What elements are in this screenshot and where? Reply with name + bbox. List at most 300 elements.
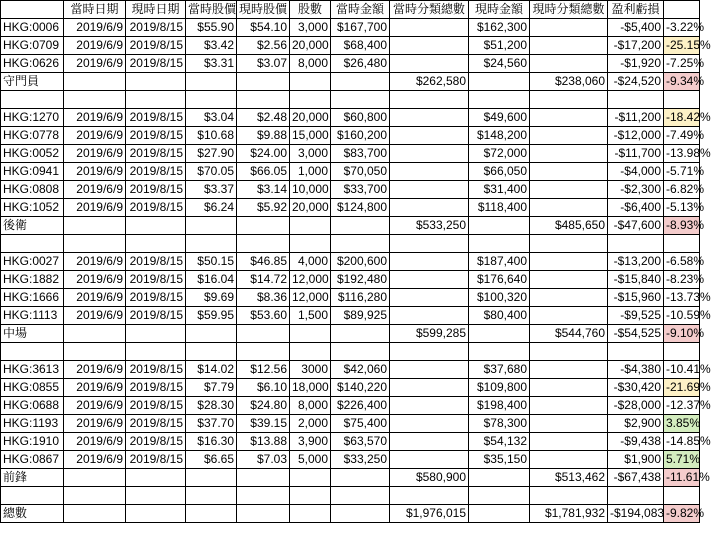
profit-loss-cell[interactable] [608, 235, 664, 253]
stock-code-cell[interactable]: HKG:0006 [1, 19, 64, 37]
profit-loss-cell[interactable]: -$5,400 [608, 19, 664, 37]
stock-code-cell[interactable]: HKG:0027 [1, 253, 64, 271]
current-category-total-cell[interactable] [530, 451, 608, 469]
buy-price-cell[interactable] [186, 217, 237, 235]
buy-price-cell[interactable]: $3.04 [186, 109, 237, 127]
buy-price-cell[interactable] [186, 505, 237, 523]
current-date-cell[interactable]: 2019/8/15 [126, 127, 186, 145]
profit-loss-cell[interactable]: -$47,600 [608, 217, 664, 235]
stock-code-cell[interactable]: 守門員 [1, 73, 64, 91]
buy-category-total-cell[interactable] [390, 127, 469, 145]
current-amount-cell[interactable]: $78,300 [469, 415, 530, 433]
percent-change-cell[interactable] [664, 343, 700, 361]
current-amount-cell[interactable]: $66,050 [469, 163, 530, 181]
buy-date-cell[interactable]: 當時日期 [64, 1, 126, 19]
buy-price-cell[interactable]: $14.02 [186, 361, 237, 379]
buy-date-cell[interactable] [64, 325, 126, 343]
current-category-total-cell[interactable] [530, 145, 608, 163]
current-date-cell[interactable] [126, 487, 186, 505]
buy-date-cell[interactable]: 2019/6/9 [64, 289, 126, 307]
current-price-cell[interactable]: $8.36 [237, 289, 290, 307]
buy-amount-cell[interactable] [331, 343, 390, 361]
profit-loss-cell[interactable]: -$4,000 [608, 163, 664, 181]
shares-cell[interactable] [290, 73, 331, 91]
buy-amount-cell[interactable]: $140,220 [331, 379, 390, 397]
buy-amount-cell[interactable] [331, 235, 390, 253]
buy-amount-cell[interactable]: $200,600 [331, 253, 390, 271]
current-category-total-cell[interactable]: $485,650 [530, 217, 608, 235]
profit-loss-cell[interactable]: -$1,920 [608, 55, 664, 73]
buy-amount-cell[interactable]: $192,480 [331, 271, 390, 289]
current-category-total-cell[interactable] [530, 361, 608, 379]
buy-amount-cell[interactable] [331, 91, 390, 109]
buy-price-cell[interactable]: $10.68 [186, 127, 237, 145]
current-price-cell[interactable] [237, 73, 290, 91]
profit-loss-cell[interactable]: -$11,700 [608, 145, 664, 163]
current-amount-cell[interactable]: 現時金額 [469, 1, 530, 19]
current-category-total-cell[interactable] [530, 289, 608, 307]
current-date-cell[interactable]: 2019/8/15 [126, 163, 186, 181]
current-date-cell[interactable]: 2019/8/15 [126, 397, 186, 415]
buy-amount-cell[interactable]: $160,200 [331, 127, 390, 145]
buy-amount-cell[interactable]: $89,925 [331, 307, 390, 325]
buy-amount-cell[interactable] [331, 505, 390, 523]
buy-price-cell[interactable]: $50.15 [186, 253, 237, 271]
percent-change-cell[interactable]: -9.34% [664, 73, 700, 91]
stock-code-cell[interactable]: HKG:1193 [1, 415, 64, 433]
buy-date-cell[interactable]: 2019/6/9 [64, 37, 126, 55]
buy-amount-cell[interactable]: $83,700 [331, 145, 390, 163]
stock-code-cell[interactable] [1, 1, 64, 19]
percent-change-cell[interactable]: -13.98% [664, 145, 700, 163]
current-price-cell[interactable] [237, 343, 290, 361]
stock-code-cell[interactable]: 總數 [1, 505, 64, 523]
buy-amount-cell[interactable]: $226,400 [331, 397, 390, 415]
buy-category-total-cell[interactable] [390, 19, 469, 37]
current-amount-cell[interactable] [469, 73, 530, 91]
current-category-total-cell[interactable] [530, 487, 608, 505]
buy-category-total-cell[interactable] [390, 253, 469, 271]
shares-cell[interactable]: 3,000 [290, 19, 331, 37]
shares-cell[interactable]: 4,000 [290, 253, 331, 271]
current-category-total-cell[interactable] [530, 163, 608, 181]
stock-code-cell[interactable]: HKG:0709 [1, 37, 64, 55]
current-amount-cell[interactable]: $31,400 [469, 181, 530, 199]
stock-code-cell[interactable] [1, 235, 64, 253]
current-date-cell[interactable]: 現時日期 [126, 1, 186, 19]
profit-loss-cell[interactable]: -$9,525 [608, 307, 664, 325]
percent-change-cell[interactable]: -7.25% [664, 55, 700, 73]
current-amount-cell[interactable]: $109,800 [469, 379, 530, 397]
buy-date-cell[interactable] [64, 469, 126, 487]
buy-date-cell[interactable]: 2019/6/9 [64, 55, 126, 73]
buy-date-cell[interactable]: 2019/6/9 [64, 109, 126, 127]
current-price-cell[interactable]: $9.88 [237, 127, 290, 145]
current-price-cell[interactable]: $3.07 [237, 55, 290, 73]
current-category-total-cell[interactable]: $238,060 [530, 73, 608, 91]
shares-cell[interactable]: 1,000 [290, 163, 331, 181]
stock-code-cell[interactable]: 前鋒 [1, 469, 64, 487]
buy-price-cell[interactable]: $3.31 [186, 55, 237, 73]
profit-loss-cell[interactable] [608, 487, 664, 505]
buy-category-total-cell[interactable] [390, 379, 469, 397]
buy-date-cell[interactable]: 2019/6/9 [64, 145, 126, 163]
buy-category-total-cell[interactable] [390, 343, 469, 361]
buy-price-cell[interactable]: $27.90 [186, 145, 237, 163]
stock-code-cell[interactable] [1, 343, 64, 361]
profit-loss-cell[interactable]: -$13,200 [608, 253, 664, 271]
percent-change-cell[interactable]: -18.42% [664, 109, 700, 127]
buy-price-cell[interactable]: $16.30 [186, 433, 237, 451]
stock-code-cell[interactable]: HKG:0941 [1, 163, 64, 181]
current-price-cell[interactable] [237, 235, 290, 253]
buy-amount-cell[interactable]: $26,480 [331, 55, 390, 73]
buy-date-cell[interactable]: 2019/6/9 [64, 19, 126, 37]
buy-date-cell[interactable]: 2019/6/9 [64, 433, 126, 451]
profit-loss-cell[interactable]: -$11,200 [608, 109, 664, 127]
current-amount-cell[interactable] [469, 343, 530, 361]
current-date-cell[interactable]: 2019/8/15 [126, 415, 186, 433]
current-category-total-cell[interactable] [530, 91, 608, 109]
buy-amount-cell[interactable]: $124,800 [331, 199, 390, 217]
current-price-cell[interactable]: $53.60 [237, 307, 290, 325]
profit-loss-cell[interactable] [608, 343, 664, 361]
current-amount-cell[interactable]: $148,200 [469, 127, 530, 145]
buy-amount-cell[interactable] [331, 325, 390, 343]
buy-category-total-cell[interactable] [390, 307, 469, 325]
shares-cell[interactable] [290, 217, 331, 235]
current-price-cell[interactable] [237, 505, 290, 523]
buy-category-total-cell[interactable] [390, 37, 469, 55]
shares-cell[interactable]: 3000 [290, 361, 331, 379]
buy-date-cell[interactable] [64, 73, 126, 91]
current-price-cell[interactable]: $12.56 [237, 361, 290, 379]
shares-cell[interactable]: 18,000 [290, 379, 331, 397]
current-amount-cell[interactable] [469, 217, 530, 235]
current-category-total-cell[interactable] [530, 19, 608, 37]
current-price-cell[interactable] [237, 91, 290, 109]
profit-loss-cell[interactable]: -$67,438 [608, 469, 664, 487]
shares-cell[interactable]: 1,500 [290, 307, 331, 325]
buy-price-cell[interactable] [186, 487, 237, 505]
percent-change-cell[interactable]: -5.71% [664, 163, 700, 181]
buy-price-cell[interactable]: $37.70 [186, 415, 237, 433]
current-amount-cell[interactable]: $35,150 [469, 451, 530, 469]
current-amount-cell[interactable]: $176,640 [469, 271, 530, 289]
buy-amount-cell[interactable]: $68,400 [331, 37, 390, 55]
stock-code-cell[interactable]: HKG:1910 [1, 433, 64, 451]
profit-loss-cell[interactable]: $1,900 [608, 451, 664, 469]
profit-loss-cell[interactable] [608, 91, 664, 109]
buy-category-total-cell[interactable] [390, 181, 469, 199]
shares-cell[interactable]: 12,000 [290, 271, 331, 289]
shares-cell[interactable]: 股數 [290, 1, 331, 19]
percent-change-cell[interactable] [664, 91, 700, 109]
stock-code-cell[interactable]: HKG:0052 [1, 145, 64, 163]
buy-category-total-cell[interactable] [390, 271, 469, 289]
buy-price-cell[interactable]: $7.79 [186, 379, 237, 397]
current-price-cell[interactable]: 現時股價 [237, 1, 290, 19]
buy-price-cell[interactable]: $9.69 [186, 289, 237, 307]
shares-cell[interactable] [290, 487, 331, 505]
buy-category-total-cell[interactable] [390, 91, 469, 109]
percent-change-cell[interactable] [664, 1, 700, 19]
buy-amount-cell[interactable]: $33,250 [331, 451, 390, 469]
current-price-cell[interactable]: $3.14 [237, 181, 290, 199]
shares-cell[interactable]: 8,000 [290, 397, 331, 415]
shares-cell[interactable] [290, 505, 331, 523]
stock-code-cell[interactable]: HKG:0626 [1, 55, 64, 73]
percent-change-cell[interactable]: -21.69% [664, 379, 700, 397]
buy-category-total-cell[interactable]: $262,580 [390, 73, 469, 91]
stock-code-cell[interactable]: HKG:1666 [1, 289, 64, 307]
current-category-total-cell[interactable] [530, 343, 608, 361]
buy-price-cell[interactable]: 當時股價 [186, 1, 237, 19]
current-price-cell[interactable] [237, 487, 290, 505]
buy-price-cell[interactable]: $3.37 [186, 181, 237, 199]
profit-loss-cell[interactable]: -$15,960 [608, 289, 664, 307]
buy-date-cell[interactable]: 2019/6/9 [64, 379, 126, 397]
buy-price-cell[interactable]: $6.65 [186, 451, 237, 469]
stock-code-cell[interactable] [1, 487, 64, 505]
buy-amount-cell[interactable]: $63,570 [331, 433, 390, 451]
buy-amount-cell[interactable] [331, 487, 390, 505]
shares-cell[interactable]: 2,000 [290, 415, 331, 433]
current-category-total-cell[interactable] [530, 433, 608, 451]
percent-change-cell[interactable]: -6.82% [664, 181, 700, 199]
profit-loss-cell[interactable]: -$17,200 [608, 37, 664, 55]
stock-code-cell[interactable]: HKG:0855 [1, 379, 64, 397]
current-date-cell[interactable]: 2019/8/15 [126, 361, 186, 379]
current-date-cell[interactable]: 2019/8/15 [126, 199, 186, 217]
percent-change-cell[interactable]: -11.61% [664, 469, 700, 487]
buy-date-cell[interactable]: 2019/6/9 [64, 199, 126, 217]
percent-change-cell[interactable]: -8.93% [664, 217, 700, 235]
buy-amount-cell[interactable] [331, 73, 390, 91]
current-category-total-cell[interactable] [530, 235, 608, 253]
buy-category-total-cell[interactable] [390, 109, 469, 127]
current-price-cell[interactable]: $6.10 [237, 379, 290, 397]
buy-category-total-cell[interactable] [390, 55, 469, 73]
buy-price-cell[interactable] [186, 73, 237, 91]
percent-change-cell[interactable]: -12.37% [664, 397, 700, 415]
current-category-total-cell[interactable]: $513,462 [530, 469, 608, 487]
current-date-cell[interactable] [126, 235, 186, 253]
current-amount-cell[interactable] [469, 91, 530, 109]
buy-date-cell[interactable] [64, 235, 126, 253]
percent-change-cell[interactable]: -25.15% [664, 37, 700, 55]
buy-price-cell[interactable] [186, 325, 237, 343]
current-category-total-cell[interactable]: $1,781,932 [530, 505, 608, 523]
buy-amount-cell[interactable]: $60,800 [331, 109, 390, 127]
shares-cell[interactable]: 3,000 [290, 145, 331, 163]
profit-loss-cell[interactable]: -$15,840 [608, 271, 664, 289]
stock-code-cell[interactable]: HKG:0808 [1, 181, 64, 199]
buy-price-cell[interactable] [186, 91, 237, 109]
buy-category-total-cell[interactable]: $533,250 [390, 217, 469, 235]
shares-cell[interactable]: 8,000 [290, 55, 331, 73]
current-price-cell[interactable]: $7.03 [237, 451, 290, 469]
shares-cell[interactable]: 3,900 [290, 433, 331, 451]
current-price-cell[interactable]: $24.80 [237, 397, 290, 415]
buy-date-cell[interactable]: 2019/6/9 [64, 163, 126, 181]
current-price-cell[interactable]: $39.15 [237, 415, 290, 433]
current-amount-cell[interactable]: $49,600 [469, 109, 530, 127]
buy-category-total-cell[interactable] [390, 361, 469, 379]
current-amount-cell[interactable]: $118,400 [469, 199, 530, 217]
shares-cell[interactable]: 10,000 [290, 181, 331, 199]
current-category-total-cell[interactable] [530, 379, 608, 397]
buy-date-cell[interactable]: 2019/6/9 [64, 253, 126, 271]
current-date-cell[interactable]: 2019/8/15 [126, 289, 186, 307]
percent-change-cell[interactable]: -5.13% [664, 199, 700, 217]
profit-loss-cell[interactable]: -$194,083 [608, 505, 664, 523]
current-category-total-cell[interactable] [530, 253, 608, 271]
current-price-cell[interactable]: $54.10 [237, 19, 290, 37]
percent-change-cell[interactable]: -13.73% [664, 289, 700, 307]
percent-change-cell[interactable] [664, 487, 700, 505]
buy-amount-cell[interactable]: $33,700 [331, 181, 390, 199]
current-date-cell[interactable]: 2019/8/15 [126, 271, 186, 289]
current-date-cell[interactable]: 2019/8/15 [126, 145, 186, 163]
stock-code-cell[interactable]: HKG:3613 [1, 361, 64, 379]
buy-date-cell[interactable] [64, 343, 126, 361]
profit-loss-cell[interactable]: -$9,438 [608, 433, 664, 451]
shares-cell[interactable] [290, 91, 331, 109]
percent-change-cell[interactable]: -14.85% [664, 433, 700, 451]
buy-price-cell[interactable]: $59.95 [186, 307, 237, 325]
buy-amount-cell[interactable] [331, 469, 390, 487]
stock-code-cell[interactable]: 中場 [1, 325, 64, 343]
current-price-cell[interactable]: $13.88 [237, 433, 290, 451]
buy-price-cell[interactable] [186, 235, 237, 253]
stock-code-cell[interactable]: HKG:1882 [1, 271, 64, 289]
current-price-cell[interactable]: $24.00 [237, 145, 290, 163]
shares-cell[interactable]: 20,000 [290, 37, 331, 55]
percent-change-cell[interactable]: -8.23% [664, 271, 700, 289]
current-amount-cell[interactable]: $162,300 [469, 19, 530, 37]
current-date-cell[interactable]: 2019/8/15 [126, 109, 186, 127]
percent-change-cell[interactable]: -10.41% [664, 361, 700, 379]
buy-category-total-cell[interactable]: 當時分類總數 [390, 1, 469, 19]
buy-date-cell[interactable]: 2019/6/9 [64, 271, 126, 289]
current-date-cell[interactable]: 2019/8/15 [126, 37, 186, 55]
current-amount-cell[interactable] [469, 235, 530, 253]
current-date-cell[interactable]: 2019/8/15 [126, 307, 186, 325]
buy-date-cell[interactable] [64, 217, 126, 235]
buy-amount-cell[interactable]: $116,280 [331, 289, 390, 307]
profit-loss-cell[interactable]: -$12,000 [608, 127, 664, 145]
percent-change-cell[interactable]: -9.10% [664, 325, 700, 343]
current-date-cell[interactable]: 2019/8/15 [126, 433, 186, 451]
current-category-total-cell[interactable] [530, 307, 608, 325]
profit-loss-cell[interactable]: -$6,400 [608, 199, 664, 217]
percent-change-cell[interactable]: -3.22% [664, 19, 700, 37]
buy-category-total-cell[interactable] [390, 397, 469, 415]
buy-price-cell[interactable] [186, 469, 237, 487]
buy-amount-cell[interactable]: $70,050 [331, 163, 390, 181]
buy-date-cell[interactable]: 2019/6/9 [64, 181, 126, 199]
buy-category-total-cell[interactable] [390, 145, 469, 163]
percent-change-cell[interactable]: -6.58% [664, 253, 700, 271]
current-price-cell[interactable] [237, 469, 290, 487]
percent-change-cell[interactable]: -7.49% [664, 127, 700, 145]
profit-loss-cell[interactable]: -$54,525 [608, 325, 664, 343]
buy-price-cell[interactable] [186, 343, 237, 361]
current-amount-cell[interactable]: $24,560 [469, 55, 530, 73]
buy-date-cell[interactable]: 2019/6/9 [64, 307, 126, 325]
current-price-cell[interactable]: $2.48 [237, 109, 290, 127]
current-date-cell[interactable] [126, 217, 186, 235]
current-category-total-cell[interactable]: 現時分類總數 [530, 1, 608, 19]
buy-category-total-cell[interactable] [390, 451, 469, 469]
current-amount-cell[interactable]: $100,320 [469, 289, 530, 307]
current-price-cell[interactable]: $14.72 [237, 271, 290, 289]
current-category-total-cell[interactable] [530, 55, 608, 73]
buy-amount-cell[interactable]: $167,700 [331, 19, 390, 37]
current-price-cell[interactable]: $46.85 [237, 253, 290, 271]
current-date-cell[interactable]: 2019/8/15 [126, 19, 186, 37]
shares-cell[interactable]: 15,000 [290, 127, 331, 145]
current-category-total-cell[interactable] [530, 271, 608, 289]
current-price-cell[interactable]: $5.92 [237, 199, 290, 217]
buy-amount-cell[interactable]: 當時金額 [331, 1, 390, 19]
stock-code-cell[interactable]: HKG:1270 [1, 109, 64, 127]
stock-code-cell[interactable]: HKG:0778 [1, 127, 64, 145]
buy-date-cell[interactable]: 2019/6/9 [64, 397, 126, 415]
buy-category-total-cell[interactable] [390, 235, 469, 253]
current-amount-cell[interactable]: $80,400 [469, 307, 530, 325]
buy-category-total-cell[interactable] [390, 415, 469, 433]
buy-price-cell[interactable]: $3.42 [186, 37, 237, 55]
buy-price-cell[interactable]: $6.24 [186, 199, 237, 217]
current-price-cell[interactable] [237, 325, 290, 343]
percent-change-cell[interactable] [664, 235, 700, 253]
buy-category-total-cell[interactable]: $580,900 [390, 469, 469, 487]
current-date-cell[interactable] [126, 91, 186, 109]
buy-date-cell[interactable] [64, 91, 126, 109]
current-category-total-cell[interactable] [530, 109, 608, 127]
shares-cell[interactable]: 20,000 [290, 109, 331, 127]
buy-category-total-cell[interactable] [390, 199, 469, 217]
buy-category-total-cell[interactable]: $599,285 [390, 325, 469, 343]
buy-price-cell[interactable]: $28.30 [186, 397, 237, 415]
buy-amount-cell[interactable]: $42,060 [331, 361, 390, 379]
buy-date-cell[interactable]: 2019/6/9 [64, 415, 126, 433]
current-price-cell[interactable] [237, 217, 290, 235]
current-date-cell[interactable]: 2019/8/15 [126, 55, 186, 73]
current-date-cell[interactable] [126, 469, 186, 487]
current-category-total-cell[interactable]: $544,760 [530, 325, 608, 343]
profit-loss-cell[interactable]: -$2,300 [608, 181, 664, 199]
stock-code-cell[interactable]: 後衛 [1, 217, 64, 235]
current-amount-cell[interactable] [469, 487, 530, 505]
buy-date-cell[interactable] [64, 505, 126, 523]
profit-loss-cell[interactable]: $2,900 [608, 415, 664, 433]
shares-cell[interactable] [290, 325, 331, 343]
current-amount-cell[interactable] [469, 505, 530, 523]
buy-category-total-cell[interactable] [390, 163, 469, 181]
current-category-total-cell[interactable] [530, 415, 608, 433]
profit-loss-cell[interactable]: -$4,380 [608, 361, 664, 379]
shares-cell[interactable]: 12,000 [290, 289, 331, 307]
stock-code-cell[interactable] [1, 91, 64, 109]
stock-code-cell[interactable]: HKG:0688 [1, 397, 64, 415]
buy-date-cell[interactable]: 2019/6/9 [64, 451, 126, 469]
current-amount-cell[interactable]: $54,132 [469, 433, 530, 451]
percent-change-cell[interactable]: -10.59% [664, 307, 700, 325]
current-price-cell[interactable]: $66.05 [237, 163, 290, 181]
